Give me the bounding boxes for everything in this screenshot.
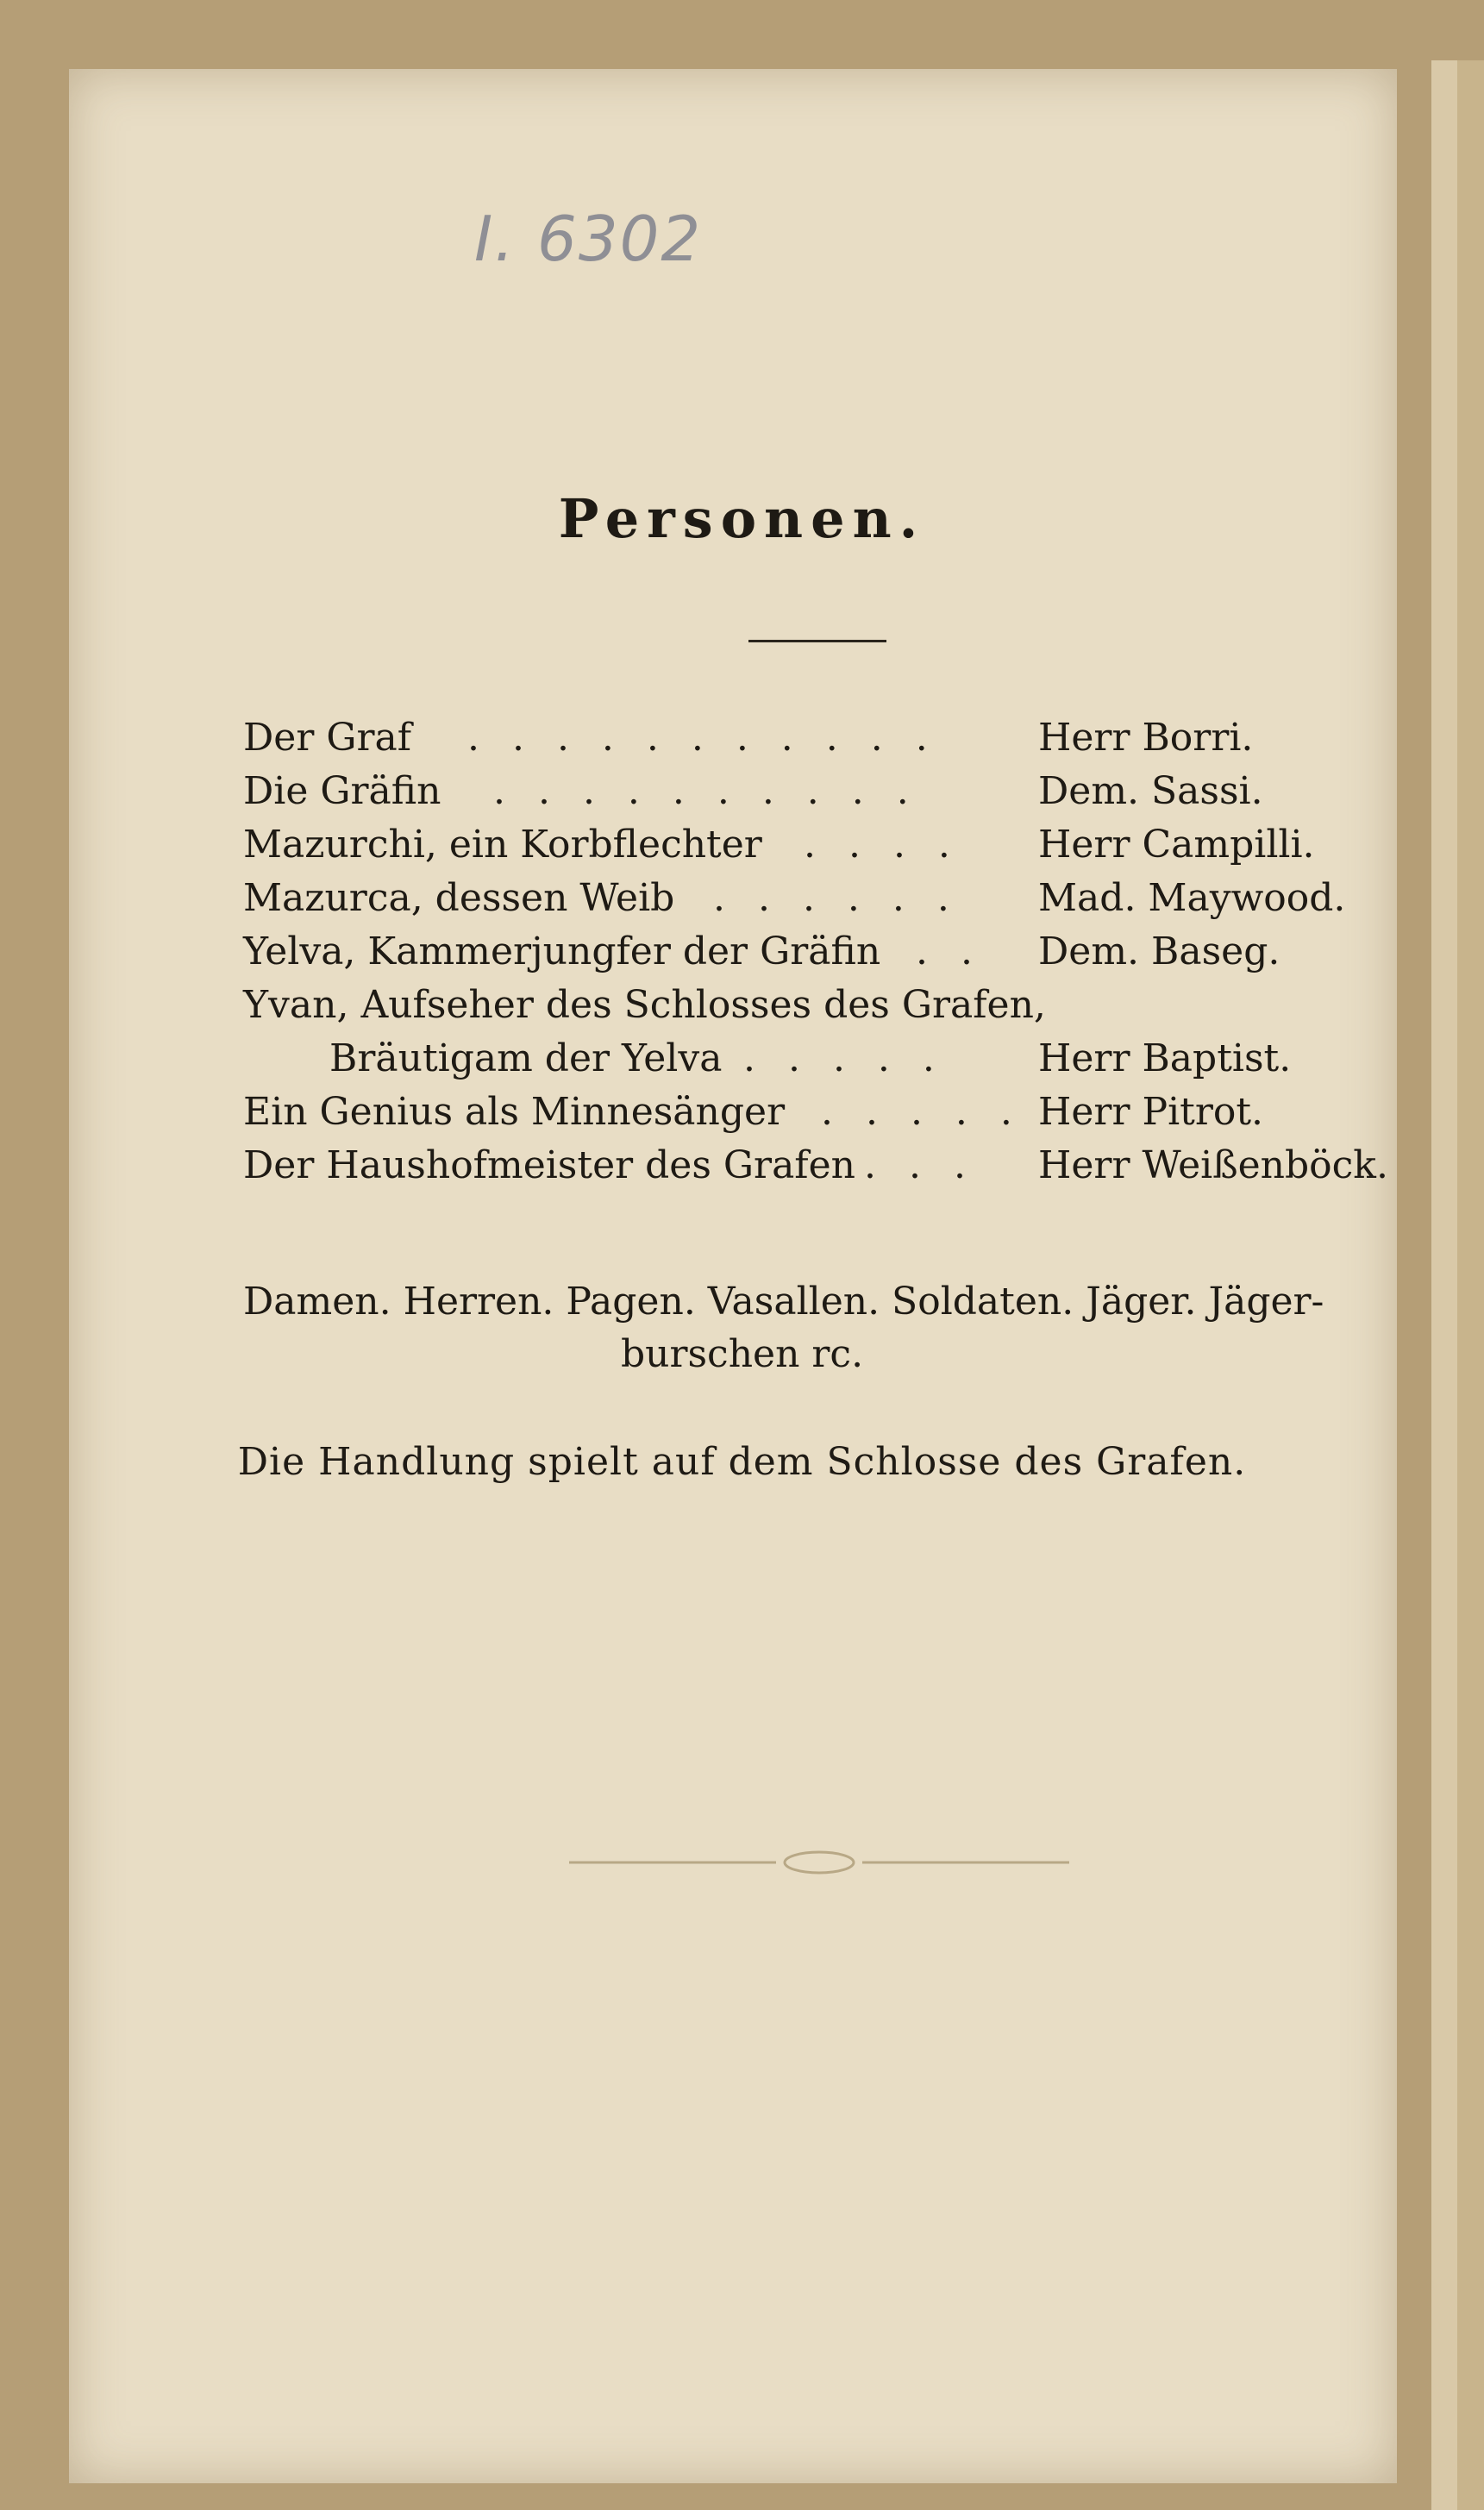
cast-row — [243, 769, 1364, 823]
cast-role: Der Graf — [243, 716, 412, 760]
cast-actor: Herr Campilli. — [1038, 823, 1315, 867]
cast-row — [243, 876, 1364, 930]
cast-dots: . . . . . — [743, 1036, 945, 1080]
cast-dots: . . . . — [804, 823, 961, 867]
cast-actor: Herr Baptist. — [1038, 1036, 1292, 1080]
cast-dots: . . . . . . . . . . — [493, 769, 919, 813]
cast-role: Yvan, Aufseher des Schlosses des Grafen, — [243, 983, 1046, 1027]
ornament-divider — [517, 1845, 1121, 1880]
ornament-center — [785, 1852, 854, 1873]
extras-line: Damen. Herren. Pagen. Vasallen. Soldaten. Jäger. Jäger- — [243, 1280, 1324, 1324]
cast-actor: Mad. Maywood. — [1038, 876, 1346, 920]
cast-actor: Herr Weißenböck. — [1038, 1143, 1388, 1187]
cast-row — [243, 930, 1364, 983]
cast-dots: . . . . . — [821, 1090, 1023, 1134]
cast-dots: . . . . . . — [713, 876, 960, 920]
cast-dots: . . . . . . . . . . . — [467, 716, 938, 760]
cast-role: Bräutigam der Yelva — [329, 1036, 723, 1080]
cast-row — [243, 823, 1364, 876]
cast-actor: Herr Pitrot. — [1038, 1090, 1264, 1134]
title-rule — [748, 640, 886, 642]
page-edge-shadow — [1457, 60, 1484, 2510]
cast-actor: Herr Borri. — [1038, 716, 1254, 760]
cast-actor: Dem. Baseg. — [1038, 930, 1280, 973]
cast-role: Yelva, Kammerjungfer der Gräfin — [243, 930, 881, 973]
setting-note: Die Handlung spielt auf dem Schlosse des Grafen. — [237, 1440, 1247, 1484]
extras-line-continued: burschen rc. — [620, 1332, 864, 1376]
cast-actor: Dem. Sassi. — [1038, 769, 1263, 813]
cast-role: Ein Genius als Minnesänger — [243, 1090, 786, 1134]
cast-dots: . . . — [864, 1143, 976, 1187]
page-title: Personen. — [558, 487, 926, 550]
cast-row — [243, 983, 1364, 1036]
cast-row — [243, 1143, 1388, 1197]
cast-row — [243, 716, 1364, 769]
cast-list — [243, 716, 1388, 1197]
cast-row — [243, 1036, 1364, 1090]
cast-role: Mazurca, dessen Weib — [243, 876, 675, 920]
cast-role: Mazurchi, ein Korbflechter — [243, 823, 762, 867]
cast-role: Die Gräfin — [243, 769, 441, 813]
shelfmark: I. 6302 — [474, 203, 703, 275]
cast-role: Der Haushofmeister des Grafen — [243, 1143, 855, 1187]
cast-dots: . . — [916, 930, 983, 973]
cast-row — [243, 1090, 1364, 1143]
